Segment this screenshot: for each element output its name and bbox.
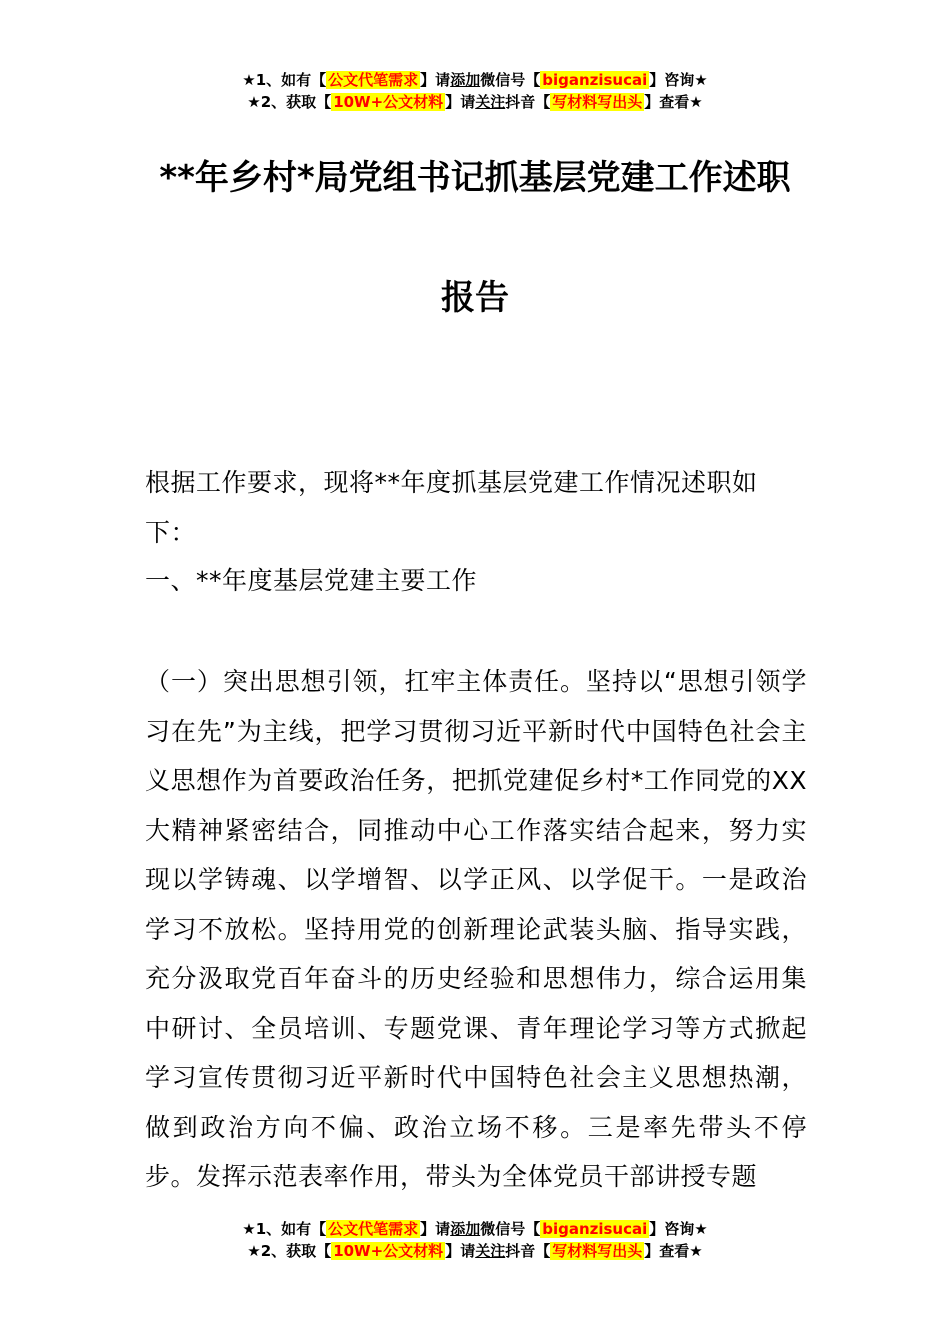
promo-line-2-highlight-materials: 10W+公文材料: [333, 93, 444, 111]
promo-line-2-highlight-douyin: 写材料写出头: [552, 93, 643, 111]
document-title-line-1: **年乡村*局党组书记抓基层党建工作述职: [159, 158, 791, 198]
promo-line-1-underline: 添加: [450, 1220, 481, 1238]
promo-line-1-mid-2: 微信号【: [480, 1220, 541, 1238]
promo-line-1-suffix: 】咨询★: [649, 71, 708, 89]
promo-banner-bottom: [0, 1218, 950, 1262]
promo-line-2-suffix: 】查看★: [644, 93, 703, 111]
promo-line-1-highlight-wechat: biganzisucai: [542, 71, 648, 89]
promo-line-2-mid-2: 抖音【: [505, 1242, 551, 1260]
promo-line-2-prefix: ★2、获取【: [247, 93, 332, 111]
promo-line-2-highlight-douyin: 写材料写出头: [552, 1242, 643, 1260]
promo-line-1-highlight-service: 公文代笔需求: [328, 1220, 419, 1238]
section-heading: 一、**年度基层党建主要工作: [145, 566, 478, 595]
promo-line-1-prefix: ★1、如有【: [242, 71, 327, 89]
promo-line-1-mid-2: 微信号【: [480, 71, 541, 89]
promo-line-2-underline: 关注: [475, 93, 506, 111]
promo-line-1-highlight-wechat: biganzisucai: [542, 1220, 648, 1238]
promo-line-1: [0, 1218, 950, 1240]
promo-line-1-mid: 】请: [420, 71, 451, 89]
promo-line-2-prefix: ★2、获取【: [247, 1242, 332, 1260]
promo-line-2-mid-2: 抖音【: [505, 93, 551, 111]
promo-line-2: [0, 91, 950, 113]
promo-line-2: [0, 1240, 950, 1262]
promo-banner-top: [0, 69, 950, 113]
promo-line-1-highlight-service: 公文代笔需求: [328, 71, 419, 89]
promo-line-2-suffix: 】查看★: [644, 1242, 703, 1260]
intro-paragraph: 根据工作要求，现将**年度抓基层党建工作情况述职如下：: [145, 468, 758, 547]
promo-line-2-mid: 】请: [445, 1242, 476, 1260]
promo-line-1-underline: 添加: [450, 71, 481, 89]
promo-line-1-suffix: 】咨询★: [649, 1220, 708, 1238]
promo-line-1: [0, 69, 950, 91]
promo-line-2-highlight-materials: 10W+公文材料: [333, 1242, 444, 1260]
document-title-line-2: 报告: [441, 278, 509, 318]
promo-line-1-prefix: ★1、如有【: [242, 1220, 327, 1238]
body-paragraph: （一）突出思想引领，扛牢主体责任。坚持以“思想引领学习在先”为主线，把学习贯彻习近平新时代中国特色社会主义思想作为首要政治任务，把抓党建促乡村*工作同党的XX大精神紧密结合，同推动中心工作落实结合起来，努力实现以学铸魂、以学增智、以学正风、以学促干。一是政治学习不放松。坚持用党的创新理论武装头脑、指导实践，充分汲取党百年奋斗的历史经验和思想伟力，综合运用集中研讨、全员培训、专题党课、青年理论学习等方式掀起学习宣传贯彻习近平新时代中国特色社会主义思想热潮，做到政治方向不偏、政治立场不移。三是率先带头不停步。发挥示范表率作用，带头为全体党员干部讲授专题: [145, 667, 807, 1191]
promo-line-2-underline: 关注: [475, 1242, 506, 1260]
promo-line-1-mid: 】请: [420, 1220, 451, 1238]
promo-line-2-mid: 】请: [445, 93, 476, 111]
